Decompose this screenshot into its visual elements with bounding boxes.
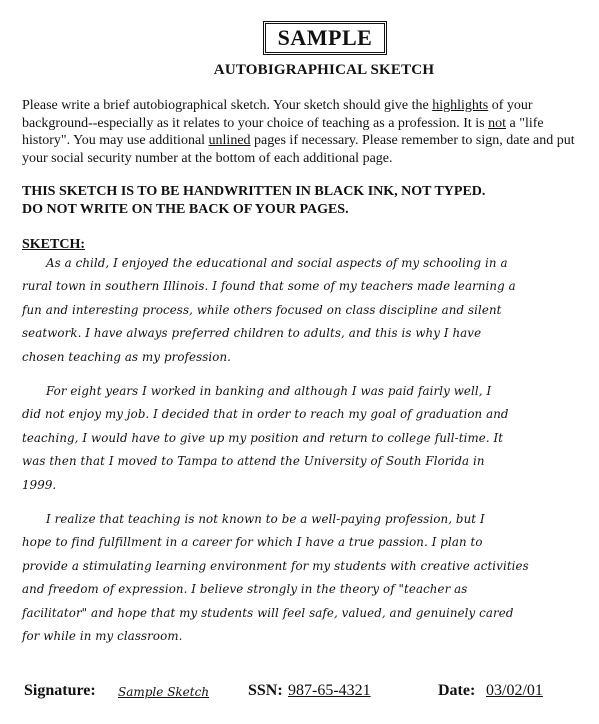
handwritten-line: was then that I moved to Tampa to attend the University of South Florida in xyxy=(22,454,485,469)
ssn-value: 987-65-4321 xyxy=(288,682,371,699)
instructions-text: of your background--especially as it relates to your choice of teaching as a profession. It is xyxy=(22,98,533,131)
signature-label: Signature: xyxy=(24,682,96,699)
warning-line: THIS SKETCH IS TO BE HANDWRITTEN IN BLACK INK, NOT TYPED. xyxy=(22,184,486,199)
sketch-paragraph-2 xyxy=(22,380,578,497)
sample-stamp: SAMPLE xyxy=(263,21,387,55)
handwritten-line: facilitator" and hope that my students will feel safe, valued, and genuinely cared xyxy=(22,605,514,620)
instructions-text: pages if necessary. Please remember to sign, date and put your social security number at the bottom of each additional page. xyxy=(22,133,575,166)
handwritten-line: did not enjoy my job. I decided that in order to reach my goal of graduation and xyxy=(22,407,509,422)
handwritten-line: rural town in southern Illinois. I found that some of my teachers made learning a xyxy=(22,279,516,294)
date-label: Date: xyxy=(438,682,476,699)
handwritten-line: As a child, I enjoyed the educational and social aspects of my schooling in a xyxy=(46,256,508,270)
handwritten-line: hope to find fulfillment in a career for which I have a true passion. I plan to xyxy=(22,535,483,550)
ssn-label: SSN: xyxy=(248,682,283,699)
sketch-label: SKETCH: xyxy=(22,237,86,252)
handwritten-line: I realize that teaching is not known to be a well-paying profession, but I xyxy=(46,512,485,526)
handwritten-line: fun and interesting process, while others focused on class discipline and silent xyxy=(22,302,502,317)
signature-value: Sample Sketch xyxy=(118,685,210,699)
handwritten-line: provide a stimulating learning environment for my students with creative activities xyxy=(22,558,529,573)
handwritten-line: teaching, I would have to give up my position and return to college full-time. It xyxy=(22,430,504,445)
sketch-paragraph-3 xyxy=(22,508,578,648)
warning-line: DO NOT WRITE ON THE BACK OF YOUR PAGES. xyxy=(22,202,349,217)
instructions-emphasis-not: not xyxy=(488,115,507,131)
instructions-text: a "life history". You may use additional xyxy=(22,115,544,148)
instructions-emphasis-unlined: unlined xyxy=(208,133,251,148)
handwritten-line: 1999. xyxy=(22,477,57,492)
handwritten-line: chosen teaching as my profession. xyxy=(22,349,232,364)
instructions-text: Please write a brief autobiographical sketch. Your sketch should give the xyxy=(22,98,433,113)
instructions-paragraph xyxy=(22,97,582,167)
handwritten-line: and freedom of expression. I believe strongly in the theory of "teacher as xyxy=(22,582,468,597)
handwritten-line: for while in my classroom. xyxy=(22,628,183,643)
sketch-paragraph-1 xyxy=(22,252,578,369)
signature-row xyxy=(20,682,590,706)
instructions-emphasis-highlights: highlights xyxy=(432,98,489,113)
date-value: 03/02/01 xyxy=(486,682,543,699)
warnings xyxy=(22,183,582,219)
document-title: AUTOBIGRAPHICAL SKETCH xyxy=(213,62,435,78)
handwritten-line: seatwork. I have always preferred children to adults, and this is why I have xyxy=(22,326,482,341)
handwritten-line: For eight years I worked in banking and although I was paid fairly well, I xyxy=(46,384,492,398)
